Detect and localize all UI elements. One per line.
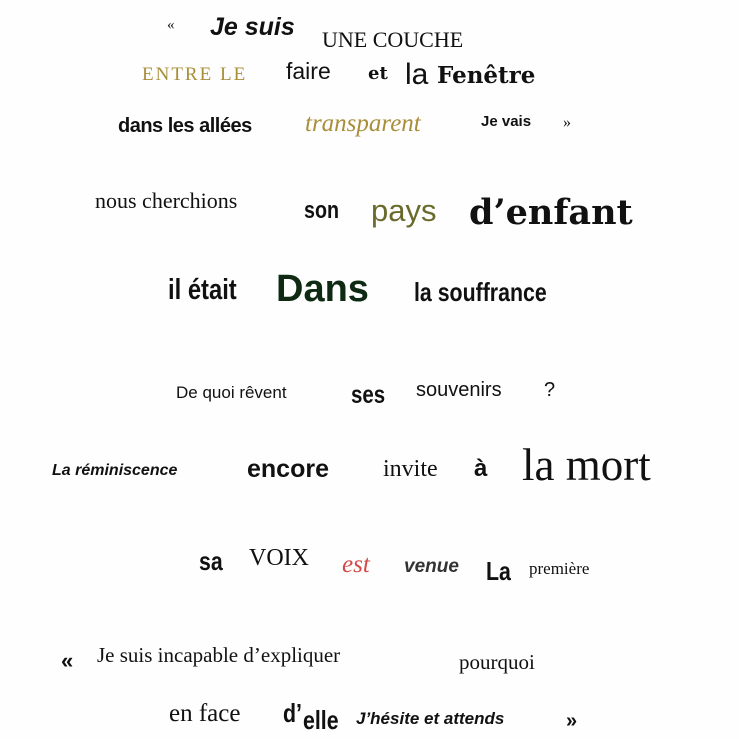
word-d-apostrophe: d’ (283, 698, 302, 728)
word-je-suis: Je suis (210, 13, 295, 41)
word-dans: Dans (276, 268, 369, 310)
word-encore: encore (247, 455, 329, 483)
word-la-mort: la mort (522, 440, 651, 490)
word-dans-les-allees: dans les allées (118, 115, 252, 137)
word-pourquoi: pourquoi (459, 650, 535, 674)
word-guillemet-open-2: « (61, 648, 74, 673)
word-en-face: en face (169, 700, 241, 727)
word-la-souffrance: la souffrance (414, 277, 547, 307)
word-venue: venue (404, 556, 459, 577)
word-premiere: première (529, 559, 590, 578)
word-et: et (368, 63, 388, 84)
word-une-couche: UNE COUCHE (322, 27, 464, 52)
word-elle: elle (303, 705, 339, 735)
word-la: la (405, 58, 429, 91)
word-la-cap: La (486, 556, 511, 586)
word-faire: faire (286, 58, 331, 84)
word-est: est (342, 551, 370, 578)
word-question-mark: ? (544, 379, 556, 401)
word-invite: invite (383, 456, 438, 482)
word-a: à (474, 455, 488, 482)
word-je-vais: Je vais (481, 113, 532, 130)
word-quote-open: « (167, 17, 175, 33)
word-la-reminiscence: La réminiscence (52, 462, 178, 479)
word-sa: sa (199, 546, 223, 576)
word-quote-close: » (563, 114, 571, 131)
word-voix: VOIX (249, 545, 309, 571)
word-je-suis-incapable: Je suis incapable d’expliquer (97, 643, 341, 667)
word-denfant: d’enfant (469, 192, 633, 233)
word-jhesite-et-attends: J’hésite et attends (356, 709, 505, 728)
word-son: son (304, 197, 339, 224)
word-fenetre: Fenêtre (437, 62, 536, 89)
word-il-etait: il était (168, 274, 237, 306)
word-ses: ses (351, 381, 386, 409)
word-souvenirs: souvenirs (416, 379, 502, 401)
word-guillemet-close-2: » (566, 710, 578, 732)
word-transparent: transparent (305, 110, 421, 137)
word-nous-cherchions: nous cherchions (95, 188, 238, 213)
word-pays: pays (371, 193, 437, 228)
word-de-quoi-revent: De quoi rêvent (176, 383, 287, 402)
word-entre-le: ENTRE LE (142, 64, 248, 85)
